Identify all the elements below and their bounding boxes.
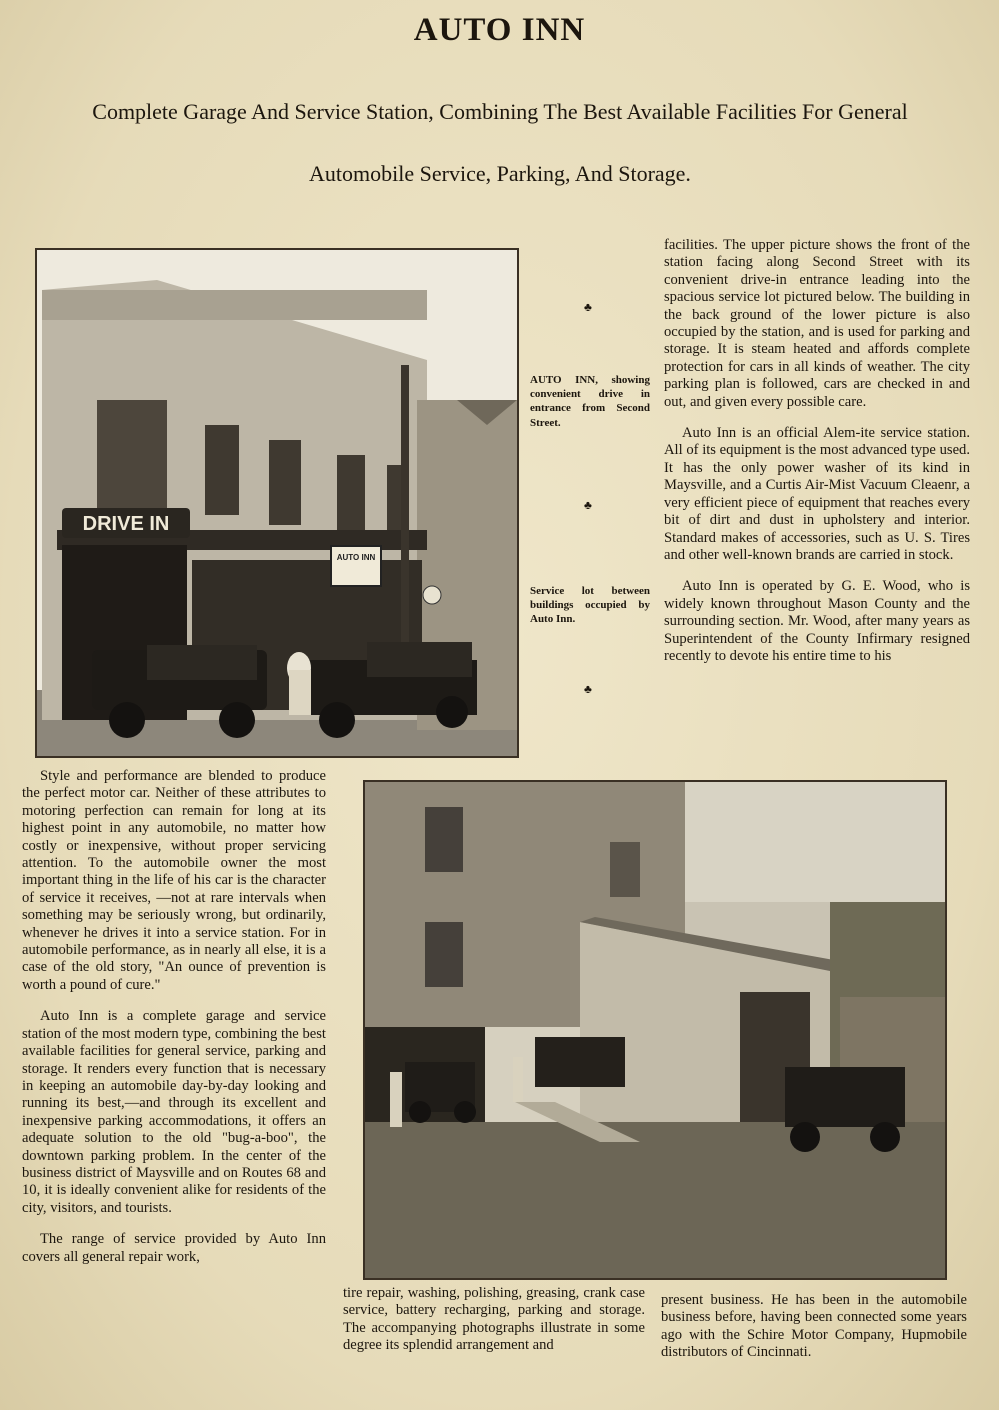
auto-inn-sign: AUTO INN — [336, 553, 376, 562]
lower-photo-service-lot — [363, 780, 947, 1280]
paragraph-alemite: Auto Inn is an official Alem-ite service station. All of its equipment is the most advanced type used. It has the only power washer of its kind in Maysville, and a Curtis Air-Mist Vacuum Cleaenr, a very efficient piece of equipment that reaches every bit of dirt and dust in upholstery and interior. Standard makes of accessories, such as U. S. Tires and other well-known brands are carried in stock. — [664, 425, 970, 563]
article-end-column — [661, 1292, 967, 1376]
lower-photo-caption: Service lot between buildings occupied by Auto Inn. — [530, 585, 650, 626]
paragraph-style-performance: Style and performance are blended to produce the perfect motor car. Neither of these attributes to motoring perfection can remain for long at its highest point in any automobile, no matter how costly or inexpensive, without proper servicing attention. To the automobile owner the most important thing in the life of his car is the character of service it receives, —not at rare intervals when something may be seriously wrong, but ordinarily, whenever he drives it into a service station. For in automobile performance, as in nearly all else, it is a case of the old story, "An ounce of prevention is worth a pound of cure." — [22, 768, 326, 993]
upper-photo-caption: AUTO INN, showing convenient drive in entrance from Second Street. — [530, 374, 650, 429]
ornament-club-1: ♣ — [584, 300, 592, 314]
article-left-column — [22, 768, 326, 1280]
article-middle-column — [343, 1285, 645, 1369]
page-title: AUTO INN — [413, 12, 586, 48]
ornament-club-3: ♣ — [584, 682, 592, 696]
paragraph-present-business: present business. He has been in the automobile business before, having been connected some years ago with the Schire Motor Company, Hupmobile distributors of Cincinnati. — [661, 1292, 967, 1361]
paragraph-complete-garage: Auto Inn is a complete garage and service station of the most modern type, combining the best available facilities for general service, parking and storage. It renders every function that is necessary in keeping an automobile day-by-day looking and running its best,—and through its excellent and inexpensive parking accommodations, it offers an adequate solution to the old "bug-a-boo", the downtown parking problem. In the center of the business district of Maysville and on Routes 68 and 10, it is ideally convenient alike for residents of the city, visitors, and tourists. — [22, 1008, 326, 1216]
page-subtitle-line-2: Automobile Service, Parking, And Storage. — [309, 161, 691, 186]
paragraph-facilities: facilities. The upper picture shows the front of the station facing along Second Street with its convenient drive-in entrance leading into the spacious service lot pictured below. The building in the back ground of the lower picture is also occupied by the station, and is used for parking and storage. It is steam heated and affords complete protection for cars in all kinds of weather. The city parking plan is followed, cars are checked in and out, and given every possible care. — [664, 237, 970, 410]
drive-in-sign: DRIVE IN — [82, 513, 170, 535]
paragraph-wood: Auto Inn is operated by G. E. Wood, who is widely known throughout Mason County and the surrounding section. Mr. Wood, after many years as Superintendent of the County Infirmary resigned recently to devote his entire time to his — [664, 578, 970, 664]
ornament-club-2: ♣ — [584, 498, 592, 512]
article-right-column — [664, 237, 970, 679]
paragraph-tire-repair: tire repair, washing, polishing, greasing, crank case service, battery recharging, parking and storage. The accompanying photographs illustrate in some degree its splendid arrangement and — [343, 1285, 645, 1354]
paragraph-range-service: The range of service provided by Auto Inn covers all general repair work, — [22, 1231, 326, 1265]
upper-photo-storefront — [35, 248, 519, 758]
page-subtitle-line-1: Complete Garage And Service Station, Combining The Best Available Facilities For General — [92, 99, 908, 124]
